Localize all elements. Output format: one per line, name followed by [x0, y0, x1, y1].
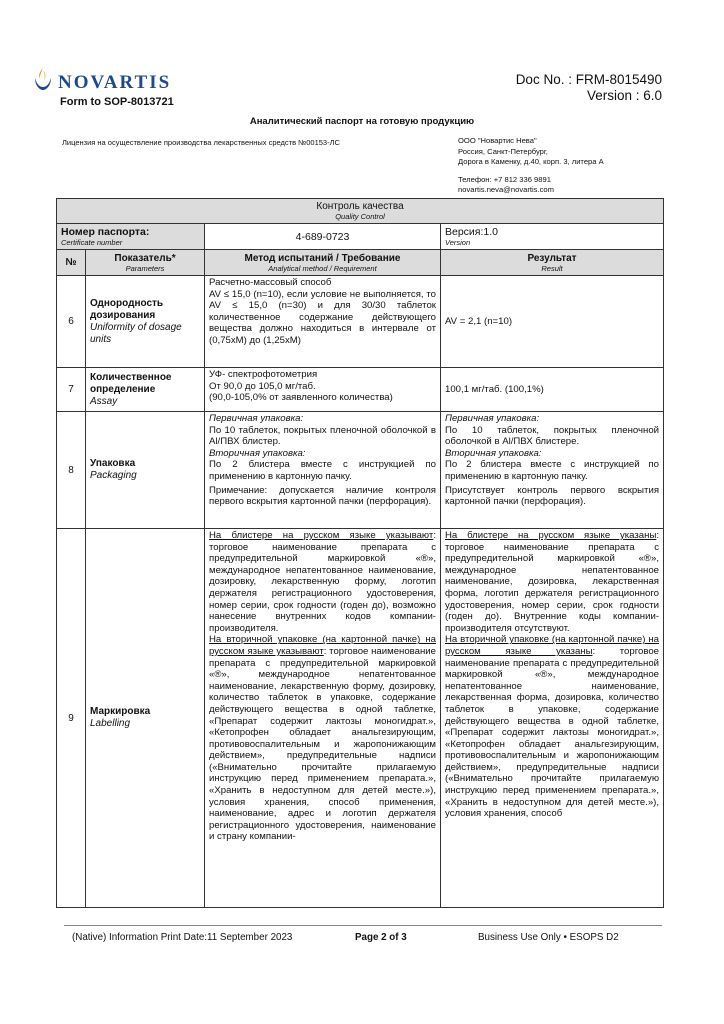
result-pack: : торговое наименование препарата с предупредительной маркировкой «®», международное непатентованное наименование, лекарственная форма, дозировка, количество таблеток в упаковке, содержание действующего вещества в одной таблетке, «Препарат содержит лактозы моногидрат.», «Кетопрофен обладает анальгезирующим, противовоспалительным и жаропонижающим действием», предупредительные надписи («Внимательно прочитайте прилагаемую инструкцию перед применением препарата.», «Хранить в недоступном для детей месте.»), условия хранения, способ	[445, 645, 660, 820]
col-method-label: Метод испытаний / Требование	[244, 252, 401, 264]
method-note: Примечание: допускается наличие контроля первого вскрытия картонной пачки (перфорация).	[209, 484, 436, 508]
col-param-sub: Parameters	[125, 263, 165, 273]
method-blister-label: На блистере на русском языке указывают	[209, 530, 434, 541]
novartis-flame-icon	[32, 66, 54, 92]
company-phone: Телефон: +7 812 336 9891	[458, 174, 551, 184]
method-secondary: По 2 блистера вместе с инструкцией по применению в картонную пачку.	[209, 459, 436, 482]
row-number: 8	[57, 412, 86, 529]
row-parameter	[86, 412, 205, 529]
col-method-sub: Analytical method / Requirement	[268, 263, 377, 273]
doc-version: Version : 6.0	[586, 88, 662, 103]
param-ru: Количественное определение	[90, 371, 172, 395]
param-en: Packaging	[90, 470, 137, 481]
qc-header-cell	[57, 199, 664, 224]
license-text: Лицензия на осуществление производства лекарственных средств №00153-ЛС	[62, 138, 340, 147]
table-row	[57, 529, 664, 908]
param-en: Labelling	[90, 718, 131, 729]
col-result-sub: Result	[541, 263, 563, 273]
qc-title: Контроль качества	[316, 201, 404, 212]
column-header-row	[57, 250, 664, 276]
result-primary: По 10 таблеток, покрытых пленочной оболочкой в Al/ПВХ блистере.	[445, 424, 660, 448]
table-row	[57, 412, 664, 529]
method-blister: : торговое наименование препарата с предупредительной маркировкой «®», международное непатентованное наименование, дозировку, лекарственную форму, логотип держателя регистрационного удостоверения, номер серии, срок годности (годен до), возможно нанесение внутренних кодов компании-производителя.	[209, 530, 436, 634]
row-result	[441, 529, 664, 908]
company-address-2: Дорога в Каменку, д.40, корп. 3, литера А	[458, 157, 604, 167]
row-parameter	[86, 276, 205, 368]
table-row	[57, 276, 664, 368]
page-title: Аналитический паспорт на готовую продукцию	[249, 116, 475, 127]
row-parameter	[86, 529, 205, 908]
cert-label: Номер паспорта:	[61, 226, 150, 238]
doc-number: Doc No. : FRM-8015490	[515, 72, 662, 87]
row-method	[205, 529, 441, 908]
result-blister-label: На блистере на русском языке указаны	[445, 530, 657, 541]
row-method	[205, 276, 441, 368]
version-cell	[441, 224, 664, 250]
qc-subtitle: Quality Control	[335, 212, 385, 221]
param-en: Uniformity of dosage units	[90, 321, 182, 345]
col-header-param	[86, 250, 205, 276]
result-primary-label: Первичная упаковка:	[445, 413, 540, 424]
logo-text: NOVARTIS	[58, 72, 172, 93]
company-block	[458, 136, 604, 196]
row-method	[205, 368, 441, 412]
version-label: Версия:1.0	[445, 226, 498, 238]
col-result-label: Результат	[527, 252, 577, 264]
cert-label-cell	[57, 224, 205, 250]
method-pack-label: На вторичной упаковке (на картонной пачке) на русском языке указывают	[209, 634, 436, 657]
form-reference: Form to SOP-8013721	[60, 96, 174, 108]
col-header-result	[441, 250, 664, 276]
footer-classification: Business Use Only • ESOPS D2	[478, 932, 619, 943]
param-ru: Однородность дозирования	[90, 297, 164, 321]
result-pack-label: На вторичной упаковке (на картонной пачке) на русском языке указаны	[445, 634, 660, 657]
method-title: УФ- спектрофотометрия	[209, 369, 318, 380]
row-number: 7	[57, 368, 86, 412]
method-text-2: (90,0-105,0% от заявленного количества)	[209, 392, 393, 404]
result-note: Присутствует контроль первого вскрытия картонной пачки (перфорация).	[445, 484, 660, 508]
row-number: 6	[57, 276, 86, 368]
company-email: novartis.neva@novartis.com	[458, 185, 554, 195]
result-secondary-label: Вторичная упаковка:	[445, 447, 542, 459]
method-title: Расчетно-массовый способ	[209, 277, 332, 288]
method-secondary-label: Вторичная упаковка:	[209, 447, 306, 459]
quality-control-table	[56, 198, 664, 908]
qc-header-row	[57, 199, 664, 224]
footer-print-info: (Native) Information Print Date:11 September 2023	[72, 932, 293, 943]
method-pack: : торговое наименование препарата с предупредительной маркировкой «®», международное непатентованное наименование, лекарственную форму, дозировку, количество таблеток в упаковке, содержание действующего вещества в одной таблетке, «Препарат содержит лактозы моногидрат.», «Кетопрофен обладает анальгезирующим, противовоспалительным и жаропонижающим действием», предупредительные надписи («Внимательно прочитайте прилагаемую инструкцию перед применением препарата.», «Хранить в недоступном для детей месте.»), условия хранения, способ применения, наименование, адрес и логотип держателя регистрационного удостоверения, наименование и страну компании-	[209, 645, 436, 843]
row-method	[205, 412, 441, 529]
param-ru: Маркировка	[90, 706, 151, 717]
col-header-method	[205, 250, 441, 276]
row-parameter	[86, 368, 205, 412]
table-row	[57, 368, 664, 412]
version-sub: Version	[445, 238, 471, 247]
certificate-row	[57, 224, 664, 250]
result-secondary: По 2 блистера вместе с инструкцией по применению в картонную пачку.	[445, 459, 660, 482]
cert-label-sub: Certificate number	[61, 238, 123, 247]
cert-value: 4-689-0723	[205, 224, 441, 250]
row-result	[441, 412, 664, 529]
method-text: От 90,0 до 105,0 мг/таб.	[209, 380, 316, 392]
result-blister: : торговое наименование препарата с предупредительной маркировкой «®», международное непатентованное наименование, дозировка, лекарственная форма, логотип держателя регистрационного удостоверения, номер серии, срок годности (годен до). Внутренние коды компании-производителя отсутствуют.	[445, 530, 660, 634]
row-number: 9	[57, 529, 86, 908]
method-primary-label: Первичная упаковка:	[209, 413, 304, 424]
footer-page-number: Page 2 of 3	[355, 932, 407, 943]
document-number-block	[516, 72, 662, 104]
row-result: 100,1 мг/таб. (100,1%)	[441, 368, 664, 412]
col-param-label: Показатель*	[114, 252, 176, 264]
col-header-no: №	[57, 250, 86, 276]
method-primary: По 10 таблеток, покрытых пленочной оболочкой в Al/ПВХ блистер.	[209, 424, 436, 448]
company-name: ООО "Новартис Нева"	[458, 136, 537, 145]
method-text: AV ≤ 15,0 (n=10), если условие не выполняется, то AV ≤ 15,0 (n=30) и для 30/30 таблеток количественное содержание действующего вещества должно находиться в интервале от (0,75xM) до (1,25xM)	[209, 288, 436, 346]
param-en: Assay	[90, 395, 118, 407]
param-ru: Упаковка	[90, 458, 136, 469]
footer-divider	[64, 925, 662, 926]
company-address-1: Россия, Санкт-Петербург,	[458, 146, 548, 156]
row-result: AV = 2,1 (n=10)	[441, 276, 664, 368]
